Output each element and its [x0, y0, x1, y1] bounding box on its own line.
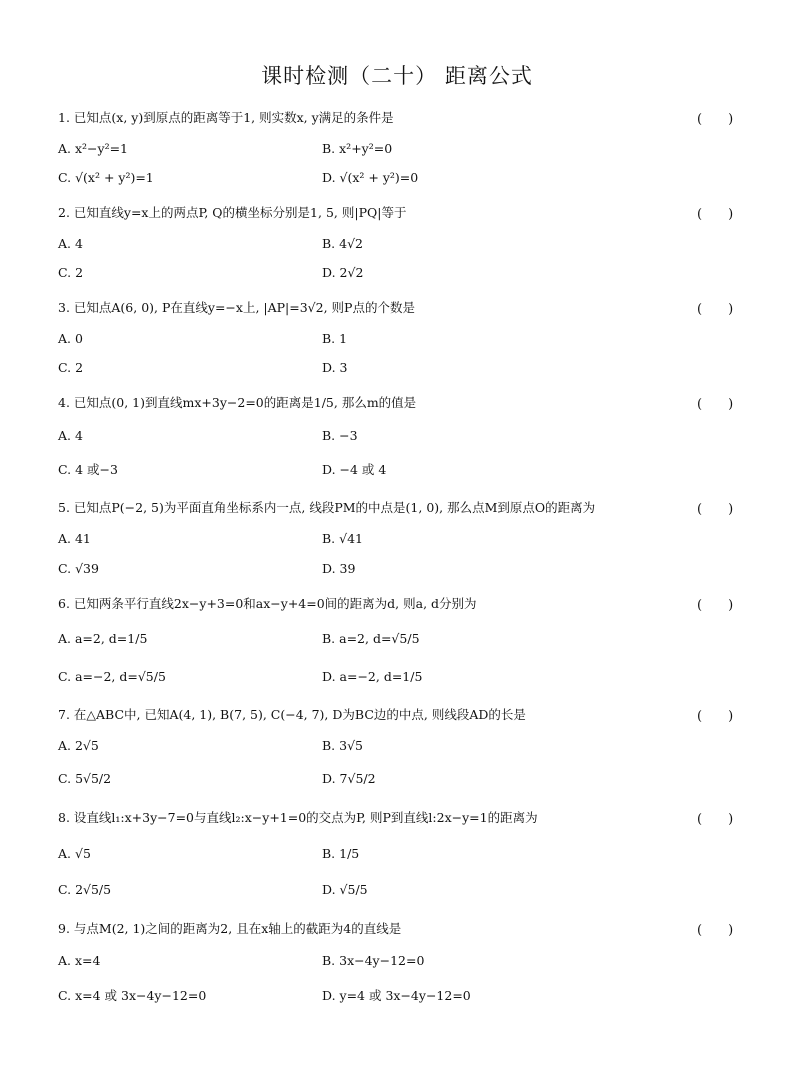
question-9-option-a: A. x=4 — [58, 953, 101, 968]
question-7-option-b: B. 3√5 — [322, 738, 364, 753]
question-6-option-c: C. a=−2, d=√5/5 — [58, 669, 166, 684]
question-7-stem: 7. 在△ABC中, 已知A(4, 1), B(7, 5), C(−4, 7), D为BC边的中点, 则线段AD的长是 — [58, 707, 526, 722]
question-3-option-c: C. 2 — [58, 360, 84, 375]
question-8-option-b: B. 1/5 — [322, 846, 360, 861]
question-8-answer-paren: ( ) — [697, 812, 734, 827]
question-7-option-a: A. 2√5 — [58, 738, 99, 753]
question-8-option-d: D. √5/5 — [322, 882, 368, 897]
question-7-option-c: C. 5√5/2 — [58, 771, 112, 786]
question-4-option-d: D. −4 或 4 — [322, 462, 387, 477]
question-9-stem: 9. 与点M(2, 1)之间的距离为2, 且在x轴上的截距为4的直线是 — [58, 921, 402, 936]
question-3-option-d: D. 3 — [322, 360, 348, 375]
question-6-answer-paren: ( ) — [697, 598, 734, 613]
question-1-stem: 1. 已知点(x, y)到原点的距离等于1, 则实数x, y满足的条件是 — [58, 110, 394, 125]
question-7-option-d: D. 7√5/2 — [322, 771, 376, 786]
question-8-stem: 8. 设直线l₁:x+3y−7=0与直线l₂:x−y+1=0的交点为P, 则P到直线l:2x−y=1的距离为 — [58, 810, 538, 825]
question-5-option-c: C. √39 — [58, 561, 99, 576]
question-4-option-a: A. 4 — [58, 428, 83, 443]
question-1-option-d: D. √(x² + y²)=0 — [322, 170, 419, 185]
question-3-option-b: B. 1 — [322, 331, 348, 346]
question-9-answer-paren: ( ) — [697, 923, 734, 938]
question-9-option-c: C. x=4 或 3x−4y−12=0 — [58, 988, 207, 1003]
question-4-option-b: B. −3 — [322, 428, 358, 443]
question-1-option-b: B. x²+y²=0 — [322, 141, 393, 156]
question-1-answer-paren: ( ) — [697, 112, 734, 127]
question-2-option-d: D. 2√2 — [322, 265, 364, 280]
question-8-option-a: A. √5 — [58, 846, 91, 861]
question-2-option-a: A. 4 — [58, 236, 83, 251]
question-4-answer-paren: ( ) — [697, 397, 734, 412]
question-6-stem: 6. 已知两条平行直线2x−y+3=0和ax−y+4=0间的距离为d, 则a, d分别为 — [58, 596, 477, 611]
page-title: 课时检测（二十） 距离公式 — [261, 64, 533, 88]
question-1-option-a: A. x²−y²=1 — [58, 141, 129, 156]
question-3-option-a: A. 0 — [58, 331, 83, 346]
question-2-option-c: C. 2 — [58, 265, 84, 280]
question-5-option-b: B. √41 — [322, 531, 364, 546]
question-5-option-d: D. 39 — [322, 561, 356, 576]
question-2-stem: 2. 已知直线y=x上的两点P, Q的横坐标分别是1, 5, 则|PQ|等于 — [58, 205, 407, 220]
question-9-option-d: D. y=4 或 3x−4y−12=0 — [322, 988, 471, 1003]
question-9-option-b: B. 3x−4y−12=0 — [322, 953, 425, 968]
question-6-option-a: A. a=2, d=1/5 — [58, 631, 148, 646]
question-8-option-c: C. 2√5/5 — [58, 882, 112, 897]
question-3-stem: 3. 已知点A(6, 0), P在直线y=−x上, |AP|=3√2, 则P点的个数是 — [58, 300, 415, 315]
question-5-stem: 5. 已知点P(−2, 5)为平面直角坐标系内一点, 线段PM的中点是(1, 0), 那么点M到原点O的距离为 — [58, 500, 596, 515]
question-2-option-b: B. 4√2 — [322, 236, 364, 251]
question-3-answer-paren: ( ) — [697, 302, 734, 317]
question-1-option-c: C. √(x² + y²)=1 — [58, 170, 154, 185]
question-5-answer-paren: ( ) — [697, 502, 734, 517]
question-6-option-d: D. a=−2, d=1/5 — [322, 669, 423, 684]
question-4-option-c: C. 4 或−3 — [58, 462, 118, 477]
question-2-answer-paren: ( ) — [697, 207, 734, 222]
question-4-stem: 4. 已知点(0, 1)到直线mx+3y−2=0的距离是1/5, 那么m的值是 — [58, 395, 417, 410]
question-6-option-b: B. a=2, d=√5/5 — [322, 631, 420, 646]
question-7-answer-paren: ( ) — [697, 709, 734, 724]
question-5-option-a: A. 41 — [58, 531, 91, 546]
